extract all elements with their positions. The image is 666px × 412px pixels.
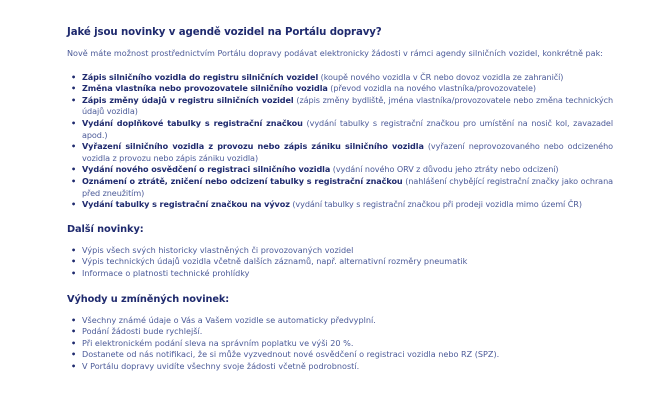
list-item: [82, 95, 613, 118]
service-name: Vyřazení silničního vozidla z provozu nebo zápis zániku silničního vozidla: [82, 141, 424, 152]
benefits-heading: Výhody u zmíněných novinek:: [67, 293, 230, 305]
services-list: [67, 72, 613, 211]
list-item: [82, 199, 613, 211]
list-item: [82, 83, 613, 95]
list-item: [82, 72, 613, 84]
list-item: [82, 141, 613, 164]
service-name: Změna vlastníka nebo provozovatele silničního vozidla: [82, 83, 328, 94]
service-name: Zápis silničního vozidla do registru silničních vozidel: [82, 71, 319, 82]
list-item: [82, 164, 613, 176]
list-item: [82, 176, 613, 199]
service-name: Vydání tabulky s registrační značkou na vývoz: [82, 199, 290, 210]
list-item: • Podání žádosti bude rychlejší.: [82, 326, 613, 338]
list-item: • Výpis všech svých historicky vlastněných či provozovaných vozidel: [82, 245, 613, 257]
service-name: Oznámení o ztrátě, zničení nebo odcizení tabulky s registrační značkou: [82, 175, 403, 186]
other-news-list: [67, 245, 613, 280]
service-detail: (převod vozidla na nového vlastníka/provozovatele): [327, 83, 536, 94]
service-detail: (vydání nového ORV z důvodu jeho ztráty nebo odcizení): [330, 164, 559, 175]
list-item: • Výpis technických údajů vozidla včetně dalších záznamů, např. alternativní rozměry pneumatik: [82, 256, 613, 268]
service-detail: (vydání tabulky s registrační značkou při prodeji vozidla mimo území ČR): [289, 199, 582, 210]
service-detail: (zápis změny bydliště, jména vlastníka/provozovatele nebo změna technických údajů vozidla): [82, 94, 613, 117]
benefits-list: [67, 315, 613, 373]
service-name: Vydání doplňkové tabulky s registrační značkou: [82, 117, 303, 128]
list-item: • Dostanete od nás notifikaci, že si může vyzvednout nové osvědčení o registraci vozidla nebo RZ (SPZ).: [82, 349, 613, 361]
intro-paragraph: Nově máte možnost prostřednictvím Portálu dopravy podávat elektronicky žádosti v rámci agendy silničních vozidel, konkrétně pak:: [67, 48, 604, 58]
list-item: • Informace o platnosti technické prohlídky: [82, 268, 613, 280]
service-name: Vydání nového osvědčení o registraci silničního vozidla: [82, 164, 331, 175]
service-detail: (vydání tabulky s registrační značkou pro umístění na nosič kol, zavazadel apod.): [82, 117, 613, 140]
service-detail: (koupě nového vozidla v ČR nebo dovoz vozidla ze zahraničí): [318, 71, 564, 82]
list-item: • Při elektronickém podání sleva na správním poplatku ve výši 20 %.: [82, 338, 613, 350]
other-news-heading: Další novinky:: [67, 223, 144, 235]
page-title: Jaké jsou novinky v agendě vozidel na Portálu dopravy?: [67, 27, 382, 38]
list-item: • V Portálu dopravy uvidíte všechny svoje žádosti včetně podrobností.: [82, 361, 613, 373]
article: [67, 27, 613, 372]
service-detail: (nahlášení chybějící registrační značky jako ochrana před zneužitím): [82, 175, 613, 198]
service-detail: (vyřazení neprovozovaného nebo odcizeného vozidla z provozu nebo zápis zániku vozidla): [82, 141, 614, 163]
list-item: [82, 118, 613, 141]
service-name: Zápis změny údajů v registru silničních vozidel: [82, 94, 294, 105]
list-item: • Všechny známé údaje o Vás a Vašem vozidle se automaticky předvyplní.: [82, 315, 613, 327]
